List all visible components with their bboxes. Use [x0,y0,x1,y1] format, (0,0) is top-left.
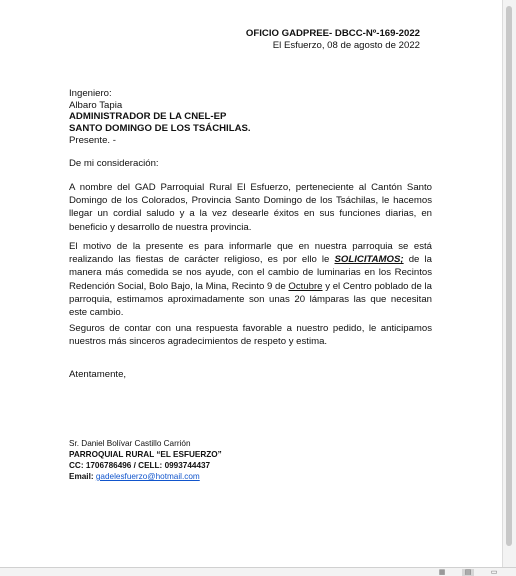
recipient-location: SANTO DOMINGO DE LOS TSÁCHILAS. [69,123,251,134]
closing: Atentamente, [69,369,127,380]
paragraph-1: A nombre del GAD Parroquial Rural El Esfuerzo, perteneciente al Cantón Santo Domingo de los Colorados, Provincia Santo Domingo de los Tsáchilas, le hacemos llegar un cordial saludo y a la vez desearle éxitos en sus funciones diarias, en beneficio y desarrollo de nuestra provincia. [69,182,432,233]
office-number: OFICIO GADPREE- DBCC-Nº-169-2022 [245,28,420,39]
email-label: Email: [69,472,96,481]
paragraph-2 [69,240,432,319]
recipient-position: ADMINISTRADOR DE LA CNEL-EP [69,111,227,122]
paragraph-3: Seguros de contar con una respuesta favorable a nuestro pedido, le anticipamos nuestros más sinceros agradecimientos de respeto y estima. [69,323,432,348]
vertical-scrollbar[interactable] [502,0,516,568]
email-link[interactable]: gadelesfuerzo@hotmail.com [95,472,200,481]
paragraph-2-month: Octubre [288,280,323,292]
paragraph-2-part-2: de la manera más comedida se nos ayude, con el cambio de luminarias en los Recintos Redención Social, Bolo Bajo, la Mina, Recinto 9 de [69,254,432,292]
place-date: El Esfuerzo, 08 de agosto de 2022 [272,40,420,51]
presente-line: Presente. - [69,135,116,146]
email-line [69,472,200,481]
recipient-name: Albaro Tapia [69,100,123,111]
signer-org: PARROQUIAL RURAL “EL ESFUERZO” [69,450,222,459]
paragraph-2-part-1: El motivo de la presente es para informarle que en nuestra parroquia se está realizando las fiestas de carácter religioso, es por ello le [69,241,432,266]
focus-mode-icon[interactable]: ▦ [438,569,446,576]
contact-phones: CC: 1706786496 / CELL: 0993744437 [69,461,211,470]
recipient-title: Ingeniero: [69,88,112,99]
paragraph-2-emphasis: SOLICITAMOS; [334,254,404,266]
web-layout-icon[interactable]: ▭ [490,569,498,576]
paragraph-2-part-3: y el Centro poblado de la parroquia, estimamos aproximadamente son unas 20 lámparas las que necesitan este cambio. [69,280,432,319]
status-bar [0,567,516,576]
greeting: De mi consideración: [69,158,159,169]
scrollbar-thumb[interactable] [506,6,512,546]
print-layout-icon[interactable]: ▤ [462,569,474,576]
signer-name: Sr. Daniel Bolívar Castillo Carrión [69,439,191,448]
